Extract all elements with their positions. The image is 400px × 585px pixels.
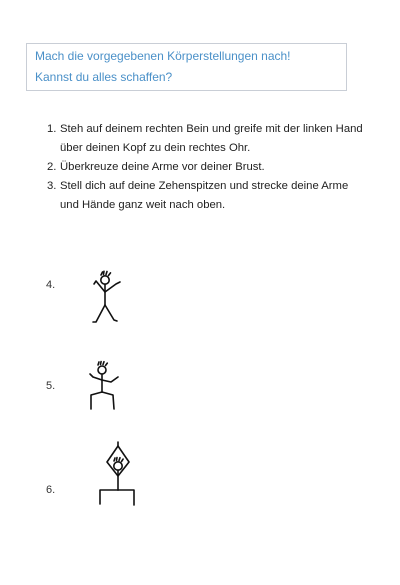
header-subtitle: Kannst du alles schaffen? bbox=[35, 70, 173, 84]
instruction-text: Stell dich auf deine Zehenspitzen und strecke deine Arme und Hände ganz weit nach oben. bbox=[60, 180, 349, 211]
stick-figure-diamond-arms-icon bbox=[82, 440, 138, 514]
instruction-number: 3. bbox=[47, 180, 57, 192]
instruction-text: Überkreuze deine Arme vor deiner Brust. bbox=[60, 161, 265, 173]
instruction-item bbox=[40, 158, 370, 177]
instruction-item bbox=[40, 120, 370, 158]
instruction-number: 1. bbox=[47, 123, 57, 135]
task-number: 5. bbox=[46, 380, 56, 392]
task-number: 4. bbox=[46, 279, 56, 291]
header-title: Mach die vorgegebenen Körperstellungen nach! bbox=[35, 49, 291, 63]
instruction-text: Steh auf deinem rechten Bein und greife mit der linken Hand über deinen Kopf zu dein rechtes Ohr. bbox=[60, 123, 363, 154]
header-box bbox=[26, 43, 347, 91]
task-number: 6. bbox=[46, 484, 56, 496]
instruction-number: 2. bbox=[47, 161, 57, 173]
stick-figure-squat-icon bbox=[80, 360, 130, 420]
stick-figure-arms-raised-icon bbox=[84, 268, 134, 334]
instruction-list bbox=[40, 120, 370, 215]
instruction-item bbox=[40, 177, 370, 215]
